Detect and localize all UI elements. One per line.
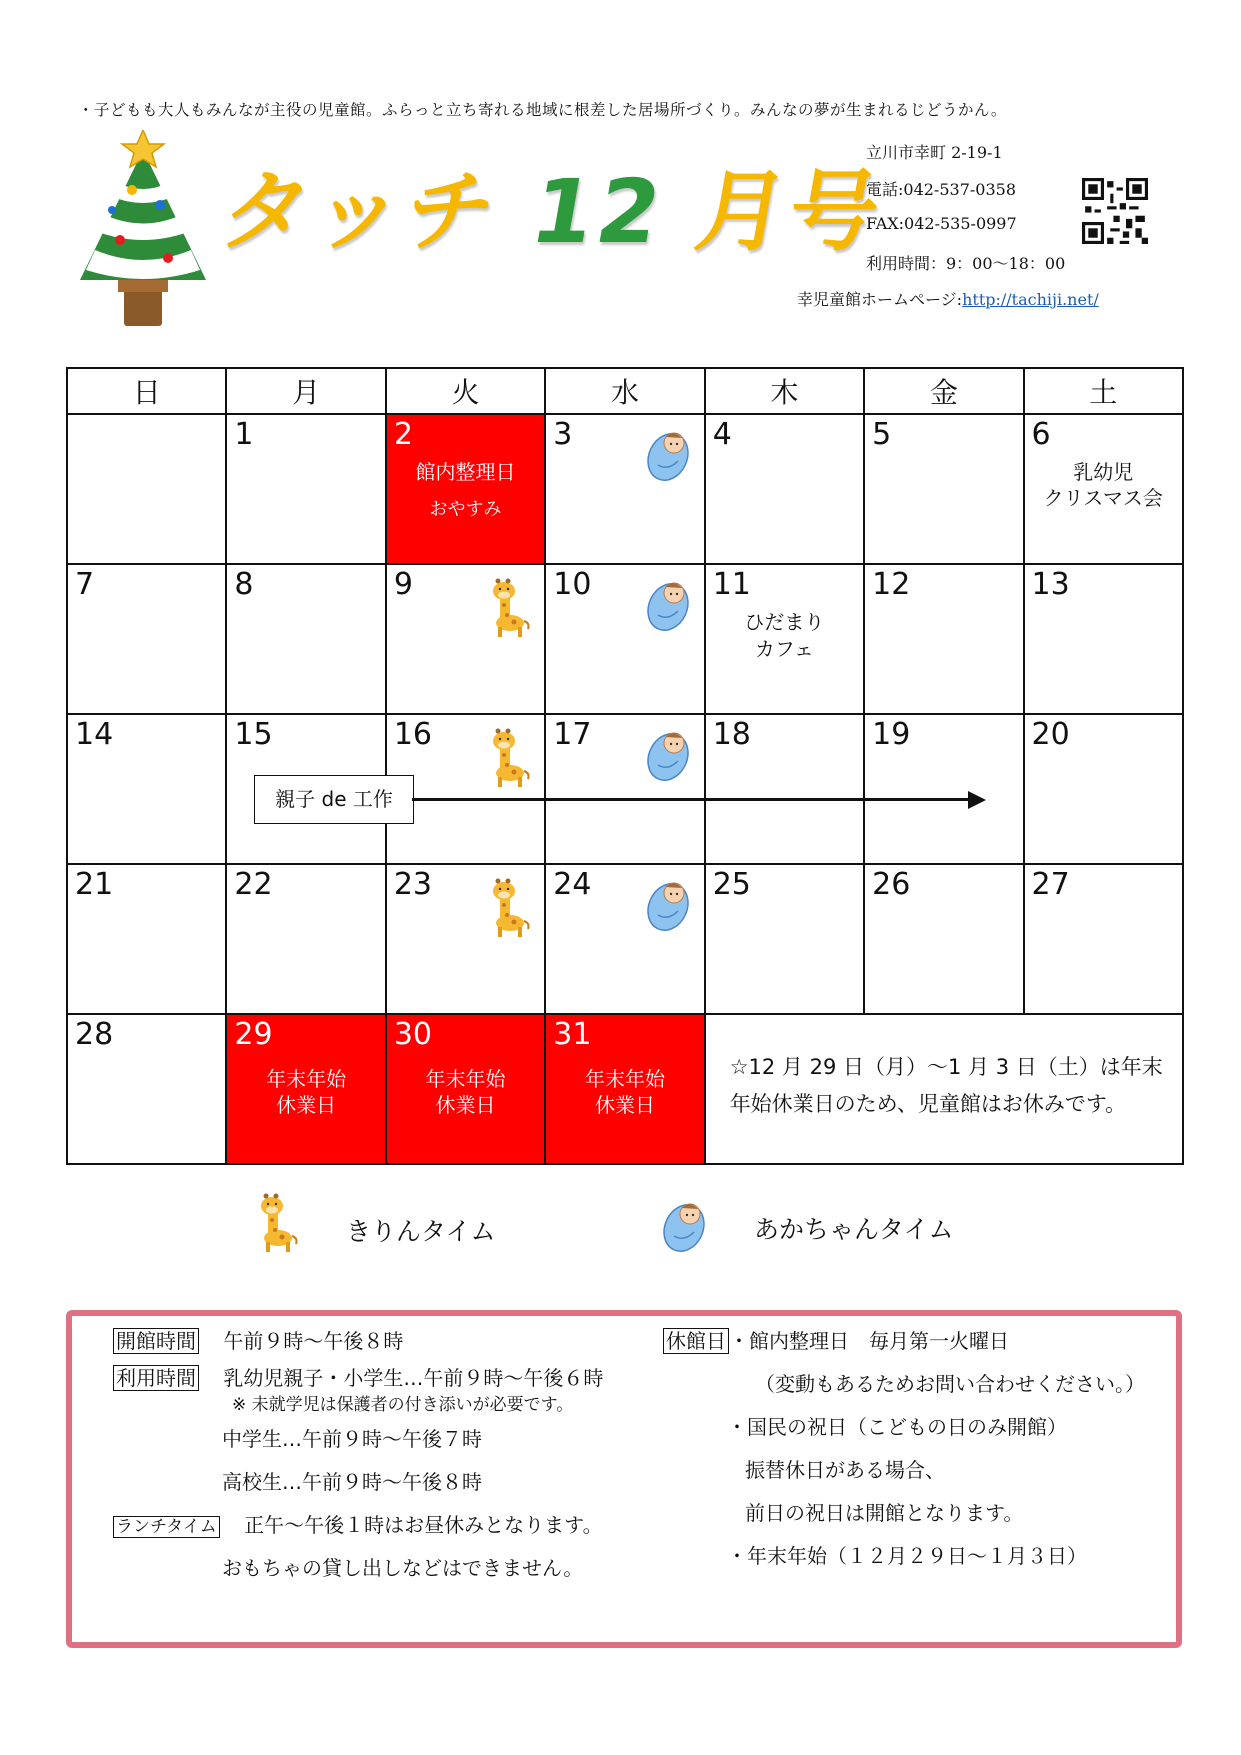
weekday-sun: 日 — [67, 368, 226, 414]
event-label: 館内整理日 — [415, 460, 516, 484]
qr-code — [1082, 178, 1148, 244]
closed-item-2b: 振替休日がある場合、 — [745, 1458, 945, 1482]
day-cell — [864, 564, 1023, 714]
weekday-thu: 木 — [705, 368, 864, 414]
address: 立川市幸町 2-19-1 — [866, 143, 1003, 162]
hours: 利用時間：9：00〜18：00 — [866, 254, 1066, 273]
day-cell — [226, 414, 385, 564]
day-cell — [67, 1014, 226, 1164]
calendar-week — [67, 564, 1183, 714]
use-hours-text: 乳幼児親子・小学生…午前９時〜午後６時 — [223, 1366, 604, 1390]
day-number: 21 — [75, 867, 114, 902]
calendar-week — [67, 1014, 1183, 1164]
day-number: 18 — [712, 717, 751, 752]
fax: FAX:042-535-0997 — [866, 214, 1017, 233]
day-cell-closed — [545, 1014, 704, 1164]
closed-item-2c: 前日の祝日は開館となります。 — [745, 1501, 1024, 1525]
day-cell — [1024, 714, 1183, 864]
giraffe-icon — [484, 727, 532, 787]
legend-giraffe-label: きりんタイム — [346, 1217, 496, 1246]
day-number: 31 — [553, 1017, 592, 1052]
legend-baby-label: あかちゃんタイム — [754, 1215, 954, 1244]
day-cell-closed — [226, 1014, 385, 1164]
day-number: 20 — [1031, 717, 1070, 752]
event-label: 休業日 — [276, 1093, 337, 1117]
day-number: 19 — [872, 717, 911, 752]
day-number: 5 — [872, 417, 892, 452]
closed-days-row — [663, 1325, 1009, 1354]
day-number: 8 — [234, 567, 254, 602]
calendar-week — [67, 864, 1183, 1014]
weekday-header — [67, 368, 1183, 414]
weekday-tue: 火 — [386, 368, 545, 414]
event-label: カフェ — [754, 637, 814, 661]
event-label: ひだまり — [744, 610, 825, 634]
day-number: 6 — [1031, 417, 1051, 452]
open-hours-text: 午前９時〜午後８時 — [223, 1329, 404, 1353]
day-cell — [67, 864, 226, 1014]
event-label: 年末年始 — [584, 1067, 665, 1091]
tagline: ・子どもも大人もみんなが主役の児童館。ふらっと立ち寄れる地域に根差した居場所づくり。みんなの夢が生まれるじどうかん。 — [78, 101, 1007, 119]
day-number: 26 — [872, 867, 911, 902]
event-label: おやすみ — [429, 499, 502, 520]
closed-item-1: ・館内整理日 毎月第一火曜日 — [729, 1329, 1009, 1353]
event-label: 乳幼児 — [1073, 460, 1134, 484]
day-cell-closed — [386, 414, 545, 564]
closing-note-cell — [705, 1014, 1183, 1164]
day-number: 16 — [393, 717, 433, 752]
homepage-line — [797, 287, 1099, 310]
day-number: 22 — [234, 867, 273, 902]
title-month: 月号 — [688, 160, 891, 263]
day-cell — [1024, 414, 1183, 564]
day-cell — [705, 564, 864, 714]
homepage-label: 幸児童館ホームページ: — [797, 290, 963, 309]
day-number: 3 — [553, 417, 573, 452]
title-kana: タッチ — [213, 160, 508, 263]
weekday-sat: 土 — [1024, 368, 1183, 414]
event-label: 休業日 — [435, 1093, 496, 1117]
day-cell — [545, 414, 704, 564]
baby-icon — [644, 727, 692, 783]
day-number: 27 — [1031, 867, 1070, 902]
day-cell — [864, 414, 1023, 564]
day-cell — [705, 864, 864, 1014]
day-cell — [545, 714, 704, 864]
baby-icon — [644, 877, 692, 933]
use-hours-row — [113, 1362, 603, 1391]
day-cell — [226, 864, 385, 1014]
day-number: 10 — [553, 567, 592, 602]
day-number: 24 — [553, 867, 592, 902]
day-number: 4 — [712, 417, 732, 452]
event-label: 年末年始 — [425, 1067, 506, 1091]
open-hours-row — [113, 1325, 403, 1354]
day-cell — [864, 714, 1023, 864]
day-cell — [67, 564, 226, 714]
day-number: 17 — [553, 717, 592, 752]
weekday-wed: 水 — [545, 368, 704, 414]
closed-item-2: ・国民の祝日（こどもの日のみ開館） — [727, 1415, 1067, 1439]
day-number: 13 — [1031, 567, 1070, 602]
day-cell — [67, 414, 226, 564]
arrow-head-icon — [968, 791, 986, 809]
title-number: 12 — [523, 160, 673, 263]
event-label: クリスマス会 — [1043, 486, 1163, 510]
phone: 電話:042-537-0358 — [866, 180, 1017, 199]
giraffe-icon — [484, 577, 532, 637]
open-hours-tag: 開館時間 — [113, 1328, 199, 1354]
day-number: 12 — [872, 567, 911, 602]
day-number: 28 — [75, 1017, 114, 1052]
day-number: 23 — [393, 867, 433, 902]
day-cell — [226, 564, 385, 714]
day-number: 7 — [75, 567, 95, 602]
calendar — [66, 367, 1184, 1164]
closing-note: ☆12 月 29 日（月）〜1 月 3 日（土）は年末年始休業日のため、児童館はお休みです。 — [729, 1055, 1163, 1116]
day-cell — [864, 864, 1023, 1014]
day-number: 25 — [712, 867, 751, 902]
day-cell — [545, 564, 704, 714]
day-number: 11 — [712, 567, 751, 602]
day-number: 2 — [393, 417, 413, 452]
use-hours-tag: 利用時間 — [113, 1365, 199, 1391]
event-label: 年末年始 — [266, 1067, 347, 1091]
day-number: 15 — [234, 717, 273, 752]
day-cell — [386, 864, 545, 1014]
baby-icon — [644, 427, 692, 483]
high-hours: 高校生…午前９時〜午後８時 — [222, 1470, 482, 1494]
lunch-row — [113, 1509, 603, 1538]
homepage-link[interactable]: http://tachiji.net/ — [962, 290, 1099, 309]
calendar-week — [67, 714, 1183, 864]
day-number: 29 — [234, 1017, 273, 1052]
christmas-tree-icon — [60, 130, 210, 335]
day-cell — [705, 414, 864, 564]
giraffe-icon — [484, 877, 532, 937]
calendar-week — [67, 414, 1183, 564]
day-number: 9 — [393, 567, 413, 602]
event-box-crafts: 親子 de 工作 — [254, 775, 414, 824]
newsletter-title — [213, 160, 891, 263]
lunch-text: 正午〜午後１時はお昼休みとなります。 — [244, 1513, 603, 1537]
junior-hours: 中学生…午前９時〜午後７時 — [222, 1427, 482, 1451]
closed-item-3: ・年末年始（１２月２９日〜１月３日） — [727, 1544, 1087, 1568]
closed-days-tag: 休館日 — [663, 1328, 729, 1354]
day-number: 14 — [75, 717, 114, 752]
baby-icon — [644, 577, 692, 633]
event-label: 休業日 — [594, 1093, 655, 1117]
lunch-tag: ランチタイム — [113, 1516, 220, 1538]
day-cell — [545, 864, 704, 1014]
event-arrow-line — [412, 798, 972, 801]
day-cell — [1024, 564, 1183, 714]
day-number: 1 — [234, 417, 254, 452]
day-cell — [386, 564, 545, 714]
day-number: 30 — [393, 1017, 433, 1052]
weekday-fri: 金 — [864, 368, 1023, 414]
day-cell — [67, 714, 226, 864]
day-cell-closed — [386, 1014, 545, 1164]
closed-item-1b: （変動もあるためお問い合わせください。） — [755, 1372, 1145, 1396]
day-cell — [705, 714, 864, 864]
day-cell — [1024, 864, 1183, 1014]
baby-icon — [660, 1198, 708, 1254]
use-hours-note: ※ 未就学児は保護者の付き添いが必要です。 — [232, 1395, 574, 1415]
giraffe-icon — [252, 1192, 300, 1252]
lunch-text-2: おもちゃの貸し出しなどはできません。 — [222, 1556, 584, 1580]
weekday-mon: 月 — [226, 368, 385, 414]
